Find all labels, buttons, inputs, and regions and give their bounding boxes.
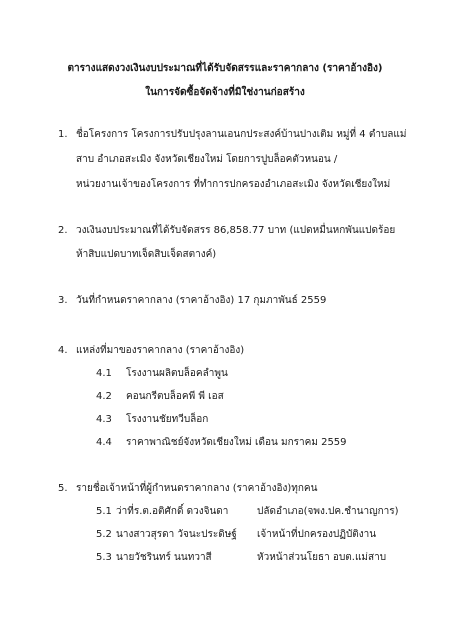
person-2-number: 5.2 — [96, 529, 112, 540]
item-4-4-number: 4.4 — [96, 437, 112, 448]
item-1-number: 1. — [58, 129, 68, 140]
item-3-line-1: วันที่กำหนดราคากลาง (ราคาอ้างอิง) 17 กุมภาพันธ์ 2559 — [76, 295, 327, 306]
item-4-number: 4. — [58, 345, 68, 356]
item-2-line-2: ห้าสิบแปดบาทเจ็ดสิบเจ็ดสตางค์) — [76, 249, 217, 260]
item-3-number: 3. — [58, 295, 68, 306]
item-4-line-1: แหล่งที่มาของราคากลาง (ราคาอ้างอิง) — [76, 345, 245, 356]
person-2-name: นางสาวสุรดา วัจนะประดิษฐ์ — [116, 529, 237, 540]
item-1-line-3: หน่วยงานเจ้าของโครงการ ที่ทำการปกครองอำเภอสะเมิง จังหวัดเชียงใหม่ — [76, 179, 391, 190]
person-1-name: ว่าที่ร.ต.อติศักดิ์ ดวงจินดา — [116, 506, 229, 517]
item-4-4-text: ราคาพาณิชย์จังหวัดเชียงใหม่ เดือน มกราคม 2559 — [126, 437, 347, 448]
document-title-line-2: ในการจัดซื้อจัดจ้างที่มิใช่งานก่อสร้าง — [145, 87, 305, 98]
item-1-line-2: สาบ อำเภอสะเมิง จังหวัดเชียงใหม่ โดยการปูบล็อคตัวหนอน / — [76, 154, 338, 165]
person-1-position: ปลัดอำเภอ(จพง.ปค.ชำนาญการ) — [257, 506, 399, 517]
item-1-line-1: ชื่อโครงการ โครงการปรับปรุงลานเอนกประสงค์บ้านปางเติม หมู่ที่ 4 ตำบลแม่ — [76, 129, 407, 140]
document-title-line-1: ตารางแสดงวงเงินงบประมาณที่ได้รับจัดสรรและราคากลาง (ราคาอ้างอิง) — [67, 63, 383, 74]
person-3-name: นายวัชรินทร์ นนทวาสี — [116, 552, 212, 563]
item-4-3-number: 4.3 — [96, 414, 112, 425]
item-4-1-number: 4.1 — [96, 368, 112, 379]
item-2-line-1: วงเงินงบประมาณที่ได้รับจัดสรร 86,858.77 บาท (แปดหมื่นหกพันแปดร้อย — [76, 225, 396, 236]
item-5-line-1: รายชื่อเจ้าหน้าที่ผู้กำหนดราคากลาง (ราคาอ้างอิง)ทุกคน — [76, 483, 318, 494]
person-2-position: เจ้าหน้าที่ปกครองปฏิบัติงาน — [257, 529, 377, 540]
item-4-2-number: 4.2 — [96, 391, 112, 402]
item-4-3-text: โรงงานชัยทวีบล็อก — [126, 414, 209, 425]
item-5-number: 5. — [58, 483, 68, 494]
person-3-number: 5.3 — [96, 552, 112, 563]
item-4-1-text: โรงงานผลิตบล็อคลำพูน — [126, 368, 228, 379]
person-1-number: 5.1 — [96, 506, 112, 517]
person-3-position: หัวหน้าส่วนโยธา อบต.แม่สาบ — [257, 552, 387, 563]
item-2-number: 2. — [58, 225, 68, 236]
item-4-2-text: คอนกรีตบล็อคพี พี เอส — [126, 391, 224, 402]
